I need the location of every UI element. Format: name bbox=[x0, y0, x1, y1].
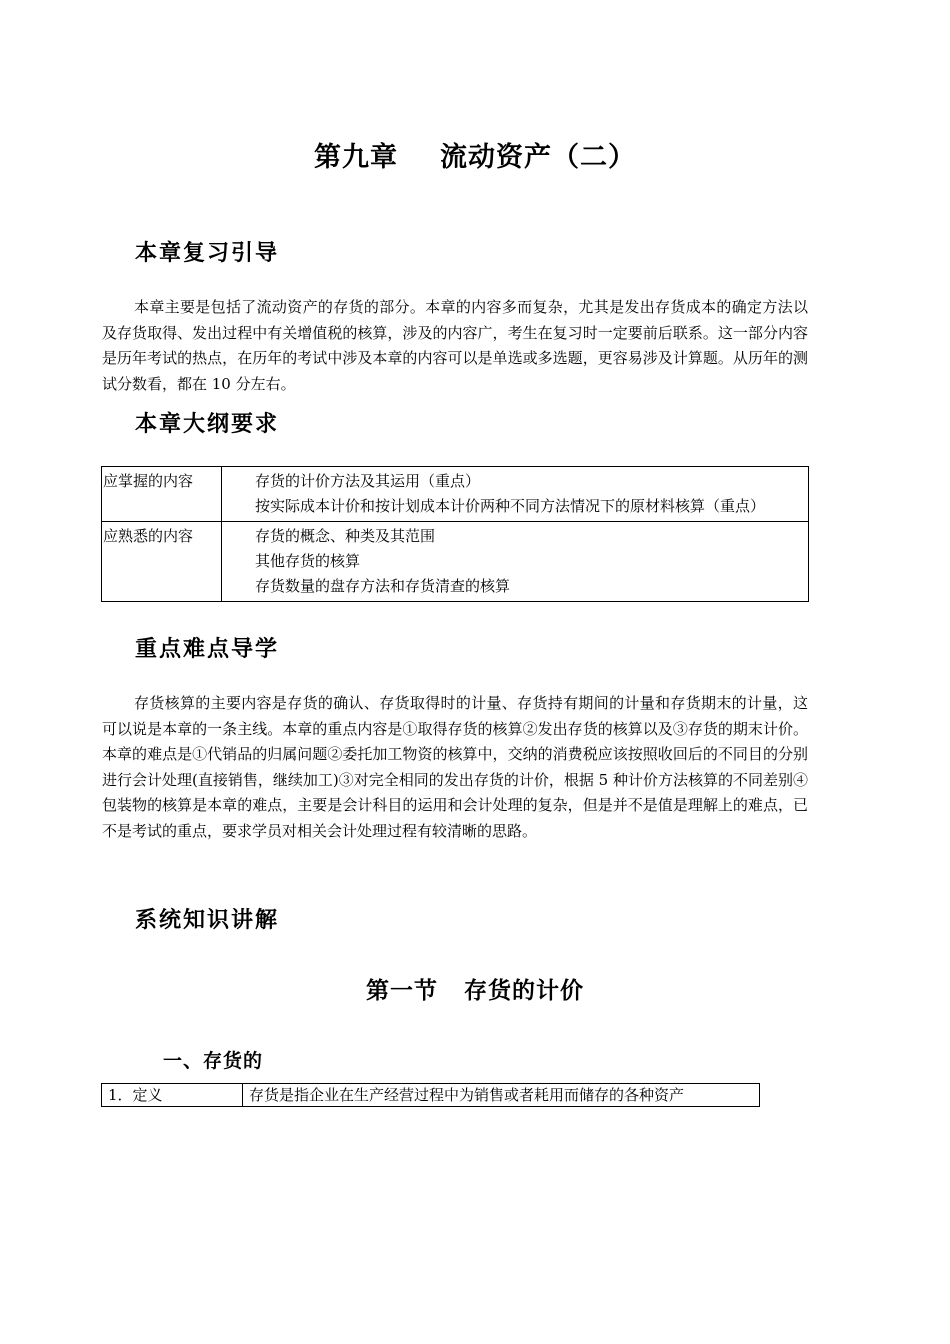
key-points-heading: 重点难点导学 bbox=[135, 636, 280, 662]
outline-heading: 本章大纲要求 bbox=[135, 411, 280, 437]
chapter-title bbox=[0, 135, 950, 174]
chapter-number: 第九章 bbox=[314, 142, 398, 173]
item-heading: 一、存货的 bbox=[163, 1050, 264, 1072]
definition-table bbox=[101, 1083, 760, 1107]
section-number: 第一节 bbox=[366, 977, 438, 1004]
outline-row-label: 应熟悉的内容 bbox=[102, 522, 222, 602]
review-guide-heading: 本章复习引导 bbox=[135, 240, 280, 266]
outline-row-content bbox=[222, 522, 809, 602]
outline-line: 存货的计价方法及其运用（重点） bbox=[255, 472, 481, 490]
outline-line: 其他存货的核算 bbox=[255, 552, 361, 570]
outline-row-familiar bbox=[102, 522, 809, 602]
chapter-name: 流动资产（二） bbox=[440, 142, 636, 173]
definition-text: 存货是指企业在生产经营过程中为销售或者耗用而储存的各种资产 bbox=[243, 1084, 760, 1107]
outline-line: 按实际成本计价和按计划成本计价两种不同方法情况下的原材料核算（重点） bbox=[255, 497, 766, 515]
section-title bbox=[0, 972, 950, 1005]
outline-line: 存货数量的盘存方法和存货清查的核算 bbox=[255, 577, 511, 595]
definition-row bbox=[102, 1084, 760, 1107]
outline-row-label: 应掌握的内容 bbox=[102, 467, 222, 522]
key-points-paragraph: 存货核算的主要内容是存货的确认、存货取得时的计量、存货持有期间的计量和存货期末的计量，这可以说是本章的一条主线。本章的重点内容是①取得存货的核算②发出存货的核算以及③存货的期末计价。本章的难点是①代销品的归属问题②委托加工物资的核算中，交纳的消费税应该按照收回后的不同目的分别进行会计处理(直接销售，继续加工)③对完全相同的发出存货的计价，根据 5 种计价方法核算的不同差别④包装物的核算是本章的难点，主要是会计科目的运用和会计处理的复杂，但是并不是值是理解上的难点，已不是考试的重点，要求学员对相关会计处理过程有较清晰的思路。 bbox=[102, 694, 808, 840]
system-knowledge-heading: 系统知识讲解 bbox=[135, 907, 280, 933]
review-guide-paragraph: 本章主要是包括了流动资产的存货的部分。本章的内容多而复杂，尤其是发出存货成本的确定方法以及存货取得、发出过程中有关增值税的核算，涉及的内容广，考生在复习时一定要前后联系。这一部分内容是历年考试的热点，在历年的考试中涉及本章的内容可以是单选或多选题，更容易涉及计算题。从历年的测试分数看，都在 10 分左右。 bbox=[102, 298, 808, 393]
definition-label: 1．定义 bbox=[102, 1084, 243, 1107]
section-name: 存货的计价 bbox=[464, 977, 584, 1004]
outline-row-master bbox=[102, 467, 809, 522]
outline-line: 存货的概念、种类及其范围 bbox=[255, 527, 436, 545]
outline-row-content bbox=[222, 467, 809, 522]
outline-table bbox=[101, 466, 809, 602]
